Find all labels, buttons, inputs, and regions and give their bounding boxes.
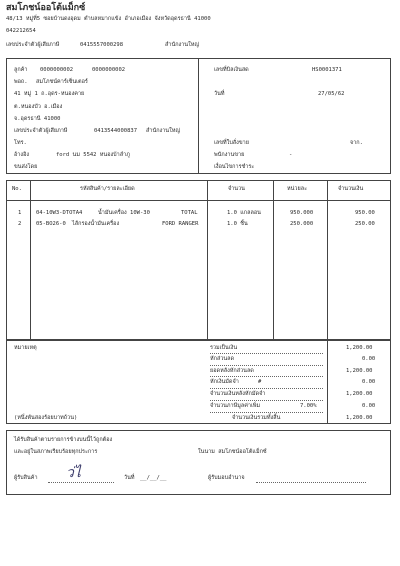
total-label: จำนวนเงินหลังหักมัดจำ (210, 391, 266, 397)
customer-attn-label: พอถ. (14, 79, 28, 85)
customer-code-label: ลูกค้า (14, 67, 28, 73)
total-value: 1,200.00 (346, 368, 373, 374)
company-tax-label: เลขประจำตัวผู้เสียภาษี (6, 42, 60, 48)
customer-ref: ford นม 5542 หนองบ้าลำภู (56, 152, 130, 158)
footer-date-label: วันที่ (124, 475, 135, 481)
row-no: 2 (18, 221, 22, 227)
receiver-signature: ว่ไ (66, 465, 81, 481)
total-value: 0.00 (362, 356, 376, 362)
doc-trade-label: จาก. (350, 140, 363, 146)
row-brand: FORD RANGER (162, 221, 199, 227)
company-address: 48/13 หมู่ที่5 ซอยบ้านดงอุดม ตำบลหมากแข้ง อำเภอเมือง จังหวัดอุดรธานี 41000 (6, 16, 211, 22)
company-name: สมโภชน์ออโต้แม็กซ์ (6, 3, 86, 13)
row-code: 05-BO26-0 (36, 221, 66, 227)
row-price: 250.000 (290, 221, 314, 227)
vat-rate: 7.00% (300, 403, 317, 409)
col-header-qty: จำนวน (228, 186, 245, 192)
doc-date: 27/05/62 (318, 91, 345, 97)
total-label: จำนวนเงินรวมทั้งสิ้น (232, 415, 281, 421)
total-label: ยอดหลังหักส่วนลด (210, 368, 254, 374)
customer-code: 0000000002 (40, 67, 74, 73)
col-header-price: หน่วยละ (287, 186, 308, 192)
row-qty: 1.0 แกลลอน (227, 210, 261, 216)
doc-no-label: เลขที่บิลเงินสด (214, 67, 249, 73)
amount-in-words: (หนึ่งพันสองร้อยบาทถ้วน) (14, 415, 78, 421)
total-label: หักเงินมัดจำ (210, 379, 239, 385)
doc-order-no-label: เลขที่ใบสั่งขาย (214, 140, 249, 146)
customer-tel-label: โทร. (14, 140, 27, 146)
doc-no: HS0001371 (312, 67, 342, 73)
receiver-label: ผู้รับสินค้า (14, 475, 38, 481)
row-code: 04-10W3-DTOTA4 (36, 210, 83, 216)
row-amount: 250.00 (355, 221, 375, 227)
customer-ref-label: อ้างอิง (14, 152, 30, 158)
footer-date-blank: __/__/__ (140, 475, 167, 481)
footer-line-1: ได้รับสินค้าตามรายการข้างบนนี้ไว้ถูกต้อง (14, 437, 113, 443)
customer-tax-label: เลขประจำตัวผู้เสียภาษี (14, 128, 68, 134)
grand-total-value: 1,200.00 (346, 415, 373, 421)
notes-label: หมายเหตุ (14, 345, 37, 351)
total-value: 0.00 (362, 403, 376, 409)
total-mark: # (258, 379, 262, 385)
on-behalf: ในนาม สมโภชน์ออโต้แม็กซ์ (198, 449, 267, 455)
total-value: 1,200.00 (346, 391, 373, 397)
col-header-desc: รหัสสินค้า/รายละเอียด (80, 186, 135, 192)
customer-address-3: จ.อุดรธานี 41000 (14, 116, 61, 122)
total-value: 1,200.00 (346, 345, 373, 351)
row-no: 1 (18, 210, 22, 216)
row-brand: TOTAL (181, 210, 198, 216)
footer-line-2: และอยู่ในสภาพเรียบร้อยทุกประการ (14, 449, 98, 455)
col-header-amount: จำนวนเงิน (338, 186, 364, 192)
totals-box (6, 340, 391, 424)
customer-address-1: 41 หมู่ 1 ถ.อุดร-หนองคาย (14, 91, 85, 97)
total-label: รวมเป็นเงิน (210, 345, 238, 351)
company-branch: สำนักงานใหญ่ (165, 42, 200, 48)
total-label: จำนวนภาษีมูลค่าเพิ่ม (210, 403, 261, 409)
col-header-no: No. (12, 186, 22, 192)
row-desc: ไส้กรองน้ำมันเครื่อง (72, 221, 120, 227)
customer-address-2: ต.หนองบัว อ.เมือง (14, 104, 63, 110)
customer-code-2: 0000000002 (92, 67, 126, 73)
row-price: 950.000 (290, 210, 314, 216)
customer-name: สมโภชน์คาร์เซ็นเตอร์ (36, 79, 88, 85)
company-phone: 042212654 (6, 28, 36, 34)
doc-credit-label: เงื่อนไขการชำระ (214, 164, 255, 170)
doc-sales: - (289, 152, 293, 158)
customer-ship-label: ขนส่งโดย (14, 164, 38, 170)
authorizer-label: ผู้รับมอบอำนาจ (208, 475, 245, 481)
row-desc: น้ำมันเครื่อง 10W-30 (98, 210, 150, 216)
row-qty: 1.0 ชิ้น (227, 221, 248, 227)
customer-tax-id: 0413544000837 (94, 128, 138, 134)
row-amount: 950.00 (355, 210, 375, 216)
total-value: 0.00 (362, 379, 376, 385)
total-label: หักส่วนลด (210, 356, 235, 362)
doc-sales-label: พนักงานขาย (214, 152, 245, 158)
items-table (6, 180, 391, 340)
company-tax-id: 0415557000298 (80, 42, 124, 48)
doc-date-label: วันที่ (214, 91, 225, 97)
customer-branch: สำนักงานใหญ่ (146, 128, 181, 134)
